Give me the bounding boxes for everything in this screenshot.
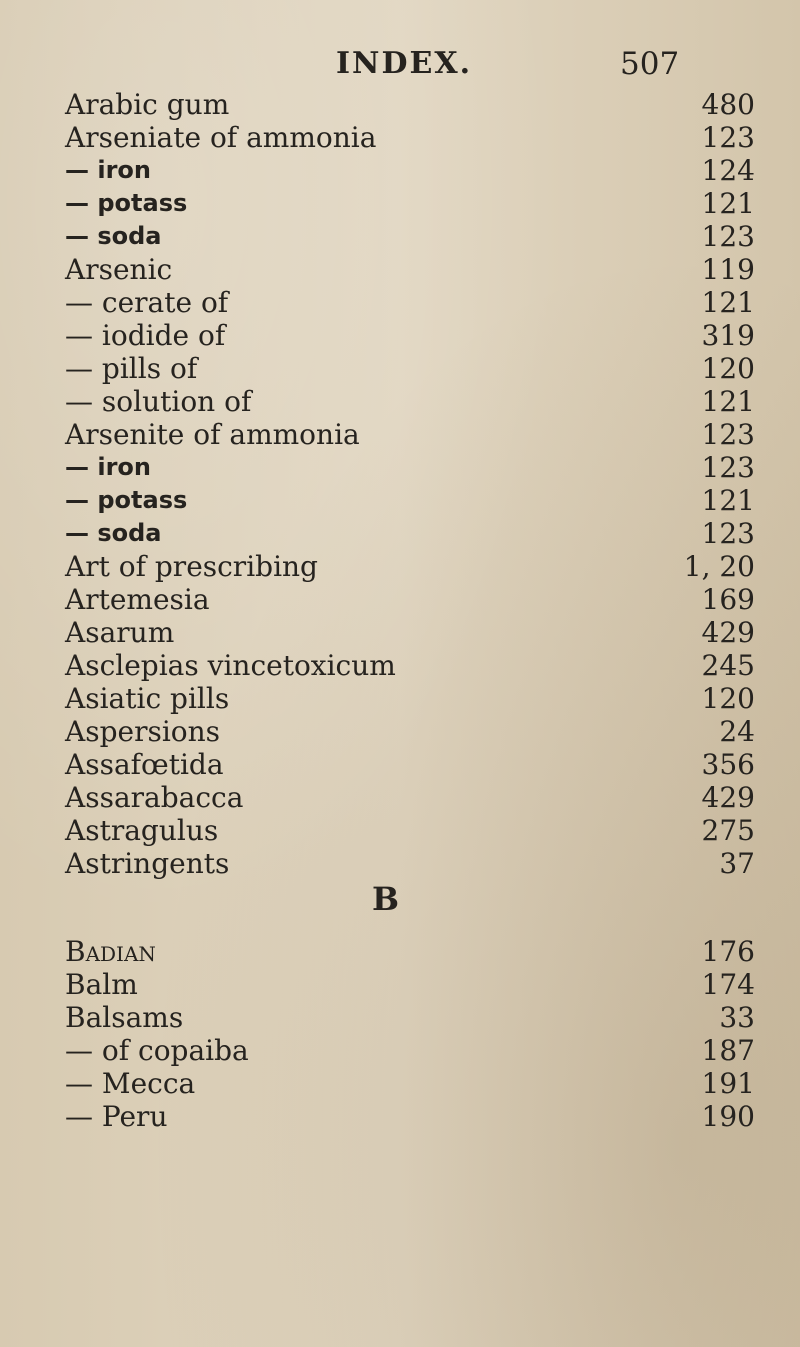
entry-page: 480 bbox=[701, 88, 755, 121]
entry-page: 429 bbox=[701, 781, 755, 814]
index-entry bbox=[0, 385, 800, 418]
entry-page: 429 bbox=[701, 616, 755, 649]
index-entry bbox=[0, 286, 800, 319]
entry-term: — iron bbox=[65, 156, 151, 184]
entry-term: — iron bbox=[65, 453, 151, 481]
entry-page: 356 bbox=[701, 748, 755, 781]
entry-term: Balsams bbox=[65, 1001, 184, 1034]
index-entry bbox=[0, 1100, 800, 1133]
entry-term: — of copaiba bbox=[65, 1034, 249, 1067]
entry-page: 176 bbox=[701, 935, 755, 968]
index-entry bbox=[0, 187, 800, 220]
entry-term: — soda bbox=[65, 222, 162, 250]
entry-page: 245 bbox=[701, 649, 755, 682]
entry-page: 37 bbox=[719, 847, 755, 880]
entry-term: Art of prescribing bbox=[65, 550, 318, 583]
index-entry bbox=[0, 583, 800, 616]
entry-page: 191 bbox=[701, 1067, 755, 1100]
entry-page: 275 bbox=[701, 814, 755, 847]
index-entry bbox=[0, 88, 800, 121]
index-entry bbox=[0, 616, 800, 649]
index-entry bbox=[0, 484, 800, 517]
entry-page: 123 bbox=[701, 220, 755, 253]
index-entry bbox=[0, 418, 800, 451]
index-entry bbox=[0, 682, 800, 715]
entry-term: Assarabacca bbox=[65, 781, 244, 814]
index-entry bbox=[0, 715, 800, 748]
running-head: INDEX. bbox=[336, 46, 473, 81]
entry-term: — iodide of bbox=[65, 319, 226, 352]
entry-term: — pills of bbox=[65, 352, 198, 385]
entry-term: Arseniate of ammonia bbox=[65, 121, 377, 154]
index-entry bbox=[0, 1067, 800, 1100]
entry-page: 174 bbox=[701, 968, 755, 1001]
entry-term: Balm bbox=[65, 968, 138, 1001]
entry-term: — cerate of bbox=[65, 286, 229, 319]
entry-page: 121 bbox=[701, 187, 755, 220]
index-entry bbox=[0, 649, 800, 682]
index-section-b bbox=[0, 935, 800, 1133]
index-entry bbox=[0, 319, 800, 352]
entry-term: Arabic gum bbox=[65, 88, 230, 121]
index-entry bbox=[0, 517, 800, 550]
index-entry bbox=[0, 154, 800, 187]
entry-page: 190 bbox=[701, 1100, 755, 1133]
entry-term: Astringents bbox=[65, 847, 230, 880]
entry-term: — potass bbox=[65, 486, 188, 514]
page-header bbox=[0, 46, 800, 86]
index-entry bbox=[0, 451, 800, 484]
entry-term: Assafœtida bbox=[65, 748, 224, 781]
entry-page: 120 bbox=[701, 352, 755, 385]
entry-page: 121 bbox=[701, 385, 755, 418]
index-entry bbox=[0, 781, 800, 814]
entry-term: — soda bbox=[65, 519, 162, 547]
index-entry bbox=[0, 121, 800, 154]
index-entry bbox=[0, 1034, 800, 1067]
entry-term: Arsenite of ammonia bbox=[65, 418, 360, 451]
entry-page: 24 bbox=[719, 715, 755, 748]
index-section-a bbox=[0, 88, 800, 880]
entry-term: — Mecca bbox=[65, 1067, 196, 1100]
entry-page: 169 bbox=[701, 583, 755, 616]
entry-page: 123 bbox=[701, 517, 755, 550]
page-number: 507 bbox=[620, 46, 680, 82]
entry-term: Badian bbox=[65, 935, 156, 968]
entry-term: — potass bbox=[65, 189, 188, 217]
entry-page: 123 bbox=[701, 121, 755, 154]
index-entry bbox=[0, 253, 800, 286]
entry-term: Astragulus bbox=[65, 814, 219, 847]
index-entry bbox=[0, 352, 800, 385]
entry-term: — solution of bbox=[65, 385, 252, 418]
entry-term: — Peru bbox=[65, 1100, 168, 1133]
entry-page: 123 bbox=[701, 451, 755, 484]
entry-page: 1, 20 bbox=[683, 550, 755, 583]
entry-term: Arsenic bbox=[65, 253, 173, 286]
entry-page: 119 bbox=[701, 253, 755, 286]
index-entry bbox=[0, 220, 800, 253]
entry-page: 33 bbox=[719, 1001, 755, 1034]
entry-page: 187 bbox=[701, 1034, 755, 1067]
index-entry bbox=[0, 847, 800, 880]
index-entry bbox=[0, 748, 800, 781]
entry-term: Aspersions bbox=[65, 715, 221, 748]
entry-term: Asclepias vincetoxicum bbox=[65, 649, 396, 682]
letter-heading: B bbox=[372, 880, 400, 918]
index-entry bbox=[0, 968, 800, 1001]
entry-page: 123 bbox=[701, 418, 755, 451]
entry-term: Asarum bbox=[65, 616, 175, 649]
index-entry bbox=[0, 1001, 800, 1034]
index-entry bbox=[0, 814, 800, 847]
entry-page: 121 bbox=[701, 286, 755, 319]
entry-term: Artemesia bbox=[65, 583, 210, 616]
entry-page: 319 bbox=[701, 319, 755, 352]
index-entry bbox=[0, 550, 800, 583]
entry-page: 124 bbox=[701, 154, 755, 187]
entry-term: Asiatic pills bbox=[65, 682, 230, 715]
entry-page: 120 bbox=[701, 682, 755, 715]
entry-page: 121 bbox=[701, 484, 755, 517]
index-entry bbox=[0, 935, 800, 968]
